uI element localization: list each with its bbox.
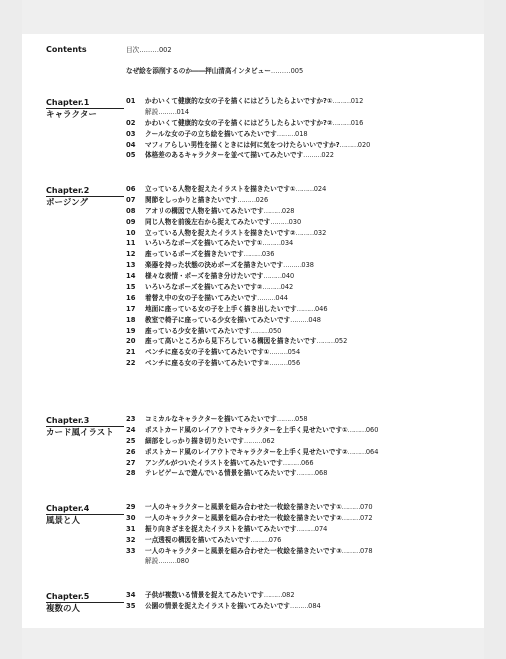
entry-number: 15 [126, 283, 136, 292]
entry-title-line [145, 358, 300, 369]
entry-leader: ……… [270, 217, 289, 226]
entry-number: 01 [126, 97, 136, 105]
chapter-entries-4 [126, 502, 476, 567]
toc-entry[interactable] [126, 425, 476, 436]
toc-entry[interactable] [126, 315, 476, 326]
chapter-title: Chapter.3 [46, 416, 90, 425]
entry-leader: ……… [262, 239, 281, 248]
entry-title-line [145, 129, 308, 140]
entry-page-number: 064 [365, 447, 379, 456]
entry-title: 楽器を持った状態の決めポーズを描きたいです [145, 261, 284, 270]
entry-number: 12 [126, 250, 136, 259]
toc-entry[interactable] [126, 282, 476, 293]
entry-title: 着替え中の女の子を描いてみたいです [145, 293, 258, 302]
intro-entries [126, 45, 476, 77]
chapter-name: ポージング [46, 196, 124, 209]
entry-page-number: 072 [359, 513, 373, 522]
toc-entry[interactable] [126, 535, 476, 546]
entry-title-line [145, 468, 327, 479]
entry-leader: ……… [250, 326, 269, 335]
entry-leader: ……… [295, 185, 314, 193]
toc-entry[interactable] [126, 206, 476, 217]
entry-title-line [145, 535, 281, 546]
entry-page-number: 042 [280, 283, 294, 292]
entry-number: 13 [126, 261, 136, 270]
entry-number: 14 [126, 272, 136, 281]
entry-title-line [145, 347, 300, 358]
chapter-title: Chapter.1 [46, 98, 90, 107]
entry-number: 03 [126, 129, 136, 138]
entry-title-line [145, 238, 293, 249]
entry-number: 25 [126, 436, 136, 445]
entry-title: 一人のキャラクターと風景を組み合わせた一枚絵を描きたいです③ [145, 546, 342, 555]
entry-page-number: 040 [281, 272, 295, 281]
entry-title: 一点透視の構図を描いてみたいです [145, 535, 251, 544]
entry-title-line [145, 249, 274, 260]
entry-number: 10 [126, 228, 136, 237]
entry-number: 24 [126, 425, 136, 434]
entry-number: 07 [126, 195, 136, 204]
entry-title: ベンチに座る女の子を描いてみたいです① [145, 348, 270, 357]
entry-number: 21 [126, 348, 136, 357]
entry-number: 18 [126, 315, 136, 324]
entry-title-line [145, 282, 293, 293]
entry-title-line [145, 293, 288, 304]
entry-number: 32 [126, 535, 136, 544]
entry-page-number: 036 [261, 250, 275, 259]
entry-title: 様々な表情・ポーズを描き分けたいです [145, 272, 264, 281]
entry-leader: ……… [243, 250, 262, 259]
entry-leader: ……… [303, 151, 322, 160]
entry-number: 17 [126, 304, 136, 313]
entry-title: 細部をしっかり描き切りたいです [145, 436, 244, 445]
toc-entry[interactable] [126, 238, 476, 249]
entry-number: 11 [126, 239, 136, 248]
toc-entry[interactable] [126, 107, 476, 118]
entry-page-number: 024 [313, 185, 327, 193]
entry-page-number: 018 [295, 129, 308, 138]
entry-number: 28 [126, 469, 136, 478]
chapter-title: Chapter.4 [46, 504, 90, 513]
entry-number: 35 [126, 601, 136, 610]
entry-leader: ……… [282, 458, 301, 467]
toc-entry[interactable] [126, 150, 476, 161]
entry-title: 座って高いところから見下ろしている構図を描きたいです [145, 337, 317, 346]
entry-title-line [145, 513, 373, 524]
entry-page-number: 012 [350, 97, 364, 105]
page-top-margin [22, 0, 484, 34]
entry-page-number: 044 [275, 293, 288, 302]
entry-leader: ……… [316, 337, 335, 346]
entry-title-line [145, 414, 308, 425]
entry-page-number: 034 [280, 239, 294, 248]
toc-entry[interactable] [126, 184, 476, 195]
toc-entry[interactable] [126, 447, 476, 458]
entry-title: 地面に座っている女の子を上手く描き出したいです [145, 304, 297, 313]
entry-number: 33 [126, 546, 136, 555]
entry-title-line [145, 425, 378, 436]
entry-title-line [145, 107, 189, 118]
entry-title-line [145, 195, 268, 206]
entry-page-number: 066 [300, 458, 314, 467]
entry-title-line [145, 184, 326, 195]
entry-leader: ……… [341, 513, 360, 522]
entry-page-number: 082 [281, 591, 295, 599]
toc-entry[interactable] [126, 590, 476, 601]
chapter-name: カード風イラスト [46, 426, 124, 439]
entry-leader: ……… [263, 272, 282, 281]
entry-title-line [145, 271, 294, 282]
entry-number: 06 [126, 185, 136, 193]
entry-title: かわいくて健康的な女の子を描くにはどうしたらよいですか?① [145, 97, 333, 105]
entry-page-number: 028 [281, 206, 295, 215]
entry-title-line [145, 96, 363, 107]
entry-title: いろいろなポーズを描いてみたいです② [145, 283, 263, 292]
entry-leader: ……… [269, 348, 288, 357]
toc-entry[interactable] [126, 217, 476, 228]
entry-page-number: 016 [350, 118, 364, 127]
entry-number: 02 [126, 118, 136, 127]
entry-page-number: 080 [176, 557, 190, 566]
entry-page-number: 068 [314, 469, 328, 478]
entry-title: 体格差のあるキャラクターを並べて描いてみたいです [145, 151, 304, 160]
entry-leader: ……… [262, 283, 281, 292]
entry-title: マフィアらしい男性を描くときには何に気をつけたらいいですか? [145, 140, 340, 149]
entry-title: テレビゲームで遊んでいる情景を描いてみたいです [145, 469, 297, 478]
entry-page-number: 054 [287, 348, 301, 357]
entry-number: 04 [126, 140, 136, 149]
toc-entry[interactable] [126, 129, 476, 140]
toc-entry[interactable] [126, 524, 476, 535]
entry-number: 09 [126, 217, 136, 226]
entry-title: 解説 [145, 557, 159, 566]
entry-title: ポストカード風のレイアウトでキャラクターを上手く見せたいです② [145, 447, 348, 456]
toc-entry[interactable] [126, 228, 476, 239]
chapter-name: 風景と人 [46, 514, 124, 527]
entry-title: ベンチに座る女の子を描いてみたいです② [145, 359, 270, 368]
entry-page-number: 038 [301, 261, 315, 270]
toc-entry[interactable] [126, 140, 476, 151]
entry-title-line [145, 502, 373, 513]
entry-title-line [145, 228, 326, 239]
chapter-name: 複数の人 [46, 602, 124, 615]
entry-title-line [145, 260, 314, 271]
chapter-entries-5 [126, 590, 476, 612]
entry-title-line [145, 436, 275, 447]
entry-title: アオリの構図で人物を描いてみたいです [145, 206, 264, 215]
entry-number: 05 [126, 151, 136, 160]
entry-title: いろいろなポーズを描いてみたいです① [145, 239, 263, 248]
chapter-entries-2 [126, 184, 476, 369]
toc-entry[interactable] [126, 195, 476, 206]
entry-title-line [145, 140, 370, 151]
entry-title: 関節をしっかりと描きたいです [145, 195, 238, 204]
toc-entry[interactable] [126, 336, 476, 347]
page-bottom-margin [22, 628, 484, 659]
entry-title: 振り向きざまを捉えたイラストを描いてみたいです [145, 524, 297, 533]
toc-entry[interactable] [126, 347, 476, 358]
entry-title: 教室で椅子に座っている少女を描いてみたいです [145, 315, 291, 324]
entry-leader: ……… [296, 469, 315, 478]
toc-entry[interactable] [126, 513, 476, 524]
toc-entry[interactable] [126, 358, 476, 369]
entry-leader: ……… [243, 436, 263, 445]
entry-page-number: 062 [262, 436, 275, 445]
entry-leader: ……… [289, 601, 309, 610]
entry-number: 23 [126, 415, 136, 423]
entry-number: 31 [126, 524, 136, 533]
chapter-heading-4 [46, 504, 124, 527]
entry-leader: ……… [295, 228, 314, 237]
entry-title: アングルがついたイラストを描いてみたいです [145, 458, 283, 467]
chapter-heading-2 [46, 186, 124, 209]
entry-title-line [145, 524, 327, 535]
entry-title: 解説 [145, 107, 159, 116]
toc-entry[interactable] [126, 260, 476, 271]
entry-title: 座っているポーズを描きたいです [145, 250, 244, 259]
toc-entry[interactable] [126, 326, 476, 337]
entry-leader: ……… [341, 503, 360, 511]
entry-number: 26 [126, 447, 136, 456]
entry-page-number: 060 [365, 425, 379, 434]
entry-title: 同じ人物を前後左右から捉えてみたいです [145, 217, 271, 226]
entry-title-line [145, 447, 378, 458]
entry-title: コミカルなキャラクターを描いてみたいです [145, 415, 277, 423]
entry-title: 座っている少女を描いてみたいです [145, 326, 251, 335]
entry-page-number: 046 [314, 304, 328, 313]
entry-leader: ……… [296, 524, 315, 533]
entry-title: かわいくて健康的な女の子を描くにはどうしたらよいですか?② [145, 118, 333, 127]
chapter-heading-5 [46, 592, 124, 615]
entry-page-number: 026 [255, 195, 269, 204]
entry-page-number: 022 [321, 151, 334, 160]
entry-number: 34 [126, 591, 136, 599]
entry-title-line [145, 118, 363, 129]
entry-page-number: 078 [359, 546, 373, 555]
entry-title-line [145, 206, 295, 217]
entry-number: 20 [126, 337, 136, 346]
entry-title: 一人のキャラクターと風景を組み合わせた一枚絵を描きたいです② [145, 513, 342, 522]
entry-leader: ……… [276, 415, 296, 423]
entry-page-number: 058 [295, 415, 308, 423]
entry-leader: ……… [332, 97, 351, 105]
toc-entry[interactable] [126, 601, 476, 612]
entry-leader: ……… [296, 304, 315, 313]
entry-number: 16 [126, 293, 136, 302]
chapter-title: Chapter.2 [46, 186, 90, 195]
entry-leader: ……… [158, 557, 177, 566]
toc-entry[interactable] [126, 546, 476, 557]
entry-page-number: 020 [357, 140, 371, 149]
entry-leader: ……… [263, 206, 282, 215]
chapter-entries-3 [126, 414, 476, 479]
toc-entry-intro-0[interactable]: 目次………002 [126, 46, 172, 54]
toc-entry[interactable] [126, 293, 476, 304]
entry-title-line [145, 590, 295, 601]
entry-title-line [145, 217, 301, 228]
entry-leader: ……… [332, 118, 351, 127]
entry-leader: ……… [158, 107, 177, 116]
toc-entry[interactable] [126, 304, 476, 315]
entry-page-number: 070 [359, 503, 373, 511]
entry-title-line [145, 326, 281, 337]
toc-entry[interactable] [126, 556, 476, 567]
entry-leader: ……… [257, 293, 276, 302]
toc-entry[interactable] [126, 118, 476, 129]
entry-number: 29 [126, 503, 136, 511]
entry-title-line [145, 315, 321, 326]
toc-entry[interactable] [126, 436, 476, 447]
entry-page-number: 032 [313, 228, 327, 237]
entry-title-line [145, 601, 321, 612]
entry-title: 一人のキャラクターと風景を組み合わせた一枚絵を描きたいです① [145, 503, 342, 511]
entry-leader: ……… [269, 359, 288, 368]
contents-heading: Contents [46, 45, 87, 54]
entry-title-line [145, 150, 334, 161]
toc-entry[interactable] [126, 414, 476, 425]
chapter-name: キャラクター [46, 108, 124, 121]
entry-title: 公園の情景を捉えたイラストを描いてみたいです [145, 601, 290, 610]
chapter-heading-3 [46, 416, 124, 439]
entry-page-number: 052 [334, 337, 348, 346]
entry-leader: ……… [339, 140, 358, 149]
entry-number: 08 [126, 206, 136, 215]
entry-title: クールな女の子の立ち絵を描いてみたいです [145, 129, 277, 138]
toc-entry[interactable] [126, 502, 476, 513]
toc-entry[interactable] [126, 249, 476, 260]
chapter-title: Chapter.5 [46, 592, 90, 601]
entry-title-line [145, 458, 314, 469]
entry-leader: ……… [283, 261, 302, 270]
toc-entry[interactable] [126, 96, 476, 107]
entry-page-number: 048 [308, 315, 321, 324]
contents-page [22, 34, 484, 628]
entry-title-line [145, 556, 189, 567]
entry-leader: ……… [263, 591, 282, 599]
toc-entry-intro-1[interactable]: なぜ絵を添削するのか――押山清高インタビュー………005 [126, 66, 304, 75]
entry-page-number: 030 [288, 217, 302, 226]
entry-leader: ……… [276, 129, 296, 138]
entry-leader: ……… [347, 447, 366, 456]
chapter-heading-1 [46, 98, 124, 121]
entry-page-number: 014 [176, 107, 190, 116]
entry-title-line [145, 546, 373, 557]
chapter-entries-1 [126, 96, 476, 161]
toc-entry[interactable] [126, 468, 476, 479]
entry-title-line [145, 304, 328, 315]
entry-page-number: 076 [268, 535, 282, 544]
entry-page-number: 056 [287, 359, 301, 368]
entry-leader: ……… [347, 425, 366, 434]
entry-number: 27 [126, 458, 136, 467]
entry-page-number: 050 [268, 326, 282, 335]
entry-leader: ……… [341, 546, 360, 555]
entry-title: ポストカード風のレイアウトでキャラクターを上手く見せたいです① [145, 425, 348, 434]
entry-number: 22 [126, 359, 136, 368]
entry-leader: ……… [250, 535, 269, 544]
entry-leader: ……… [290, 315, 309, 324]
entry-number: 19 [126, 326, 136, 335]
entry-number: 30 [126, 513, 136, 522]
toc-entry[interactable] [126, 271, 476, 282]
entry-title: 立っている人物を捉えたイラストを描きたいです② [145, 228, 296, 237]
entry-page-number: 084 [308, 601, 321, 610]
entry-title: 立っている人物を捉えたイラストを描きたいです① [145, 185, 296, 193]
entry-title-line [145, 336, 347, 347]
entry-page-number: 074 [314, 524, 328, 533]
toc-entry[interactable] [126, 458, 476, 469]
entry-title: 子供が複数いる情景を捉えてみたいです [145, 591, 264, 599]
entry-leader: ……… [237, 195, 256, 204]
